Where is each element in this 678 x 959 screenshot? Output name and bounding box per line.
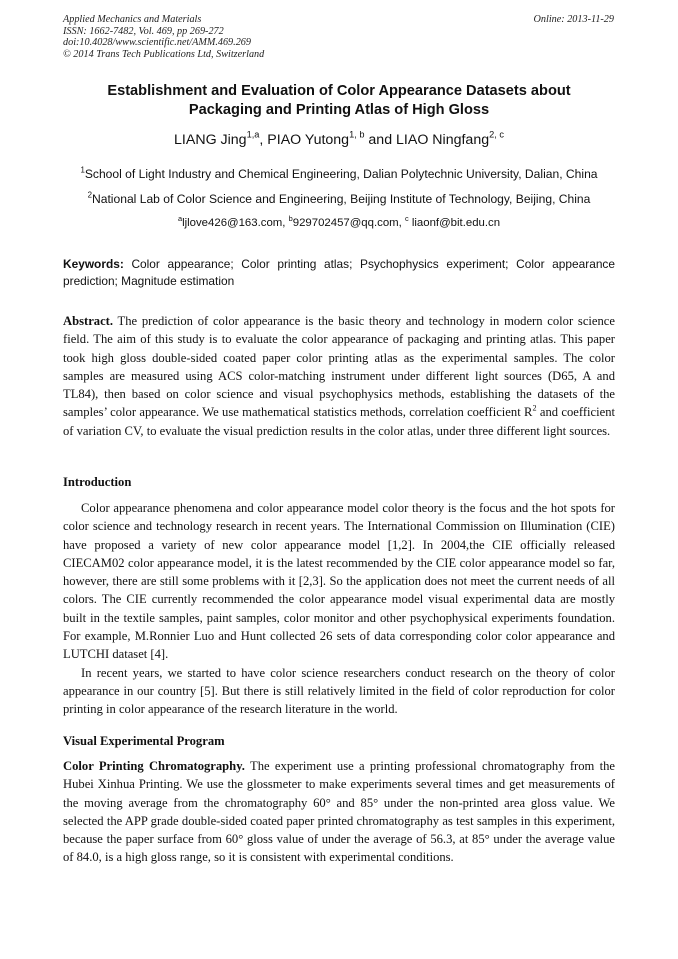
author-list <box>63 130 615 150</box>
email-b: 929702457@qq.com, <box>292 217 405 229</box>
journal-header <box>63 14 264 60</box>
email-marker: a <box>177 213 183 223</box>
keywords <box>63 256 615 290</box>
introduction-paragraph-1: Color appearance phenomena and color appearance model color theory is the focus and the hot spots for color science and technology research in recent years. The International Commission on Illumination (CIE) have proposed a variety of new color appearance model [1,2]. In 2004,the CIE officially released CIECAM02 color appearance model, it is the latest recommended by the CIE color appearance model so far, however, there are still some problems with it [2,3]. So the application does not meet the current needs of all colors. The CIE currently recommended the color appearance model visual experimental data are mostly built in the textile samples, paint samples, color monitor and other psychophysical experiments foundation. For example, M.Ronnier Luo and Hunt collected 26 sets of data corresponding color color appearance and LUTCHI dataset [4]. <box>63 501 615 662</box>
introduction-heading: Introduction <box>63 475 132 489</box>
abstract-text: The prediction of color appearance is the basic theory and technology in modern color science field. The aim of this study is to evaluate the color appearance of packaging and printing atlas. This paper took high gloss double-sided coated paper color printing atlas as the experimental samples. The color samples are measured using ACS color-matching instrument under different light sources (D65, A and TL84), then based on color science and visual psychophysics methods, establishing the datasets of the samples’ color appearance. We use mathematical statistics methods, correlation coefficient R <box>63 314 615 420</box>
journal-name: Applied Mechanics and Materials <box>63 14 202 25</box>
keywords-text: Color appearance; Color printing atlas; Psychophysics experiment; Color appearance prediction; Magnitude estimation <box>63 257 615 288</box>
affiliation-text: School of Light Industry and Chemical Engineering, Dalian Polytechnic University, Dalian, China <box>84 167 598 181</box>
visual-program-heading: Visual Experimental Program <box>63 734 225 748</box>
introduction-paragraph-2: In recent years, we started to have color science researchers conduct research on the theory of color appearance in our country [5]. But there is still relatively limited in the field of color reproduction for color printing in color appearance of the research literature in the world. <box>63 665 615 717</box>
abstract-text-continued: and coefficient of variation CV, to evaluate the visual prediction results in the color atlas, under three different light sources. <box>63 405 615 438</box>
title-line-1: Establishment and Evaluation of Color Appearance Datasets about <box>107 83 571 99</box>
visual-program-body <box>63 757 615 867</box>
author-1-affiliation: 1,a <box>246 129 260 140</box>
online-date: Online: 2013-11-29 <box>533 14 614 25</box>
affiliation-1 <box>63 167 615 182</box>
email-list <box>63 213 615 231</box>
doi-line: doi:10.4028/www.scientific.net/AMM.469.269 <box>63 37 251 49</box>
issn-line: ISSN: 1662-7482, Vol. 469, pp 269-272 <box>63 25 224 37</box>
paragraph-text: The experiment use a printing professional chromatography from the Hubei Xinhua Printing. We use the glossmeter to make experiments several times and get measurements of the moving average from the chromatography 60° and 85° under the non-printed area gloss value. We selected the APP grade double-sided coated paper printed chromatography as test samples in this experiment, because the paper surface from 60° gloss value of under the average of 56.3, at 85° under the average value of 84.0, is a high gloss range, so it is consistent with experimental conditions. <box>63 759 616 865</box>
abstract-superscript: 2 <box>532 403 537 413</box>
email-marker: b <box>288 213 293 223</box>
email-marker: c <box>405 213 409 223</box>
author-separator: , <box>259 132 268 148</box>
author-3: LIAO Ningfang <box>396 132 490 148</box>
abstract <box>63 312 615 440</box>
affiliation-text: National Lab of Color Science and Engineering, Beijing Institute of Technology, Beijing, China <box>91 192 591 206</box>
paper-title <box>63 82 615 119</box>
author-1: LIANG Jing <box>174 132 247 148</box>
copyright-line: © 2014 Trans Tech Publications Ltd, Switzerland <box>63 48 265 60</box>
title-line-2: Packaging and Printing Atlas of High Gloss <box>188 101 490 118</box>
email-c: liaonf@bit.edu.cn <box>408 217 501 229</box>
email-a: ljlove426@163.com, <box>182 217 289 229</box>
introduction-body <box>63 499 615 719</box>
affiliation-2 <box>63 192 615 207</box>
author-2: PIAO Yutong <box>267 132 350 148</box>
affiliation-marker: 1 <box>80 165 85 175</box>
author-2-affiliation: 1, b <box>349 129 365 140</box>
author-3-affiliation: 2, c <box>489 129 504 140</box>
abstract-label: Abstract. <box>63 314 114 328</box>
author-separator: and <box>364 132 397 148</box>
paragraph-lead: Color Printing Chromatography. <box>63 759 245 773</box>
affiliation-marker: 2 <box>87 190 92 200</box>
keywords-label: Keywords: <box>63 257 124 271</box>
